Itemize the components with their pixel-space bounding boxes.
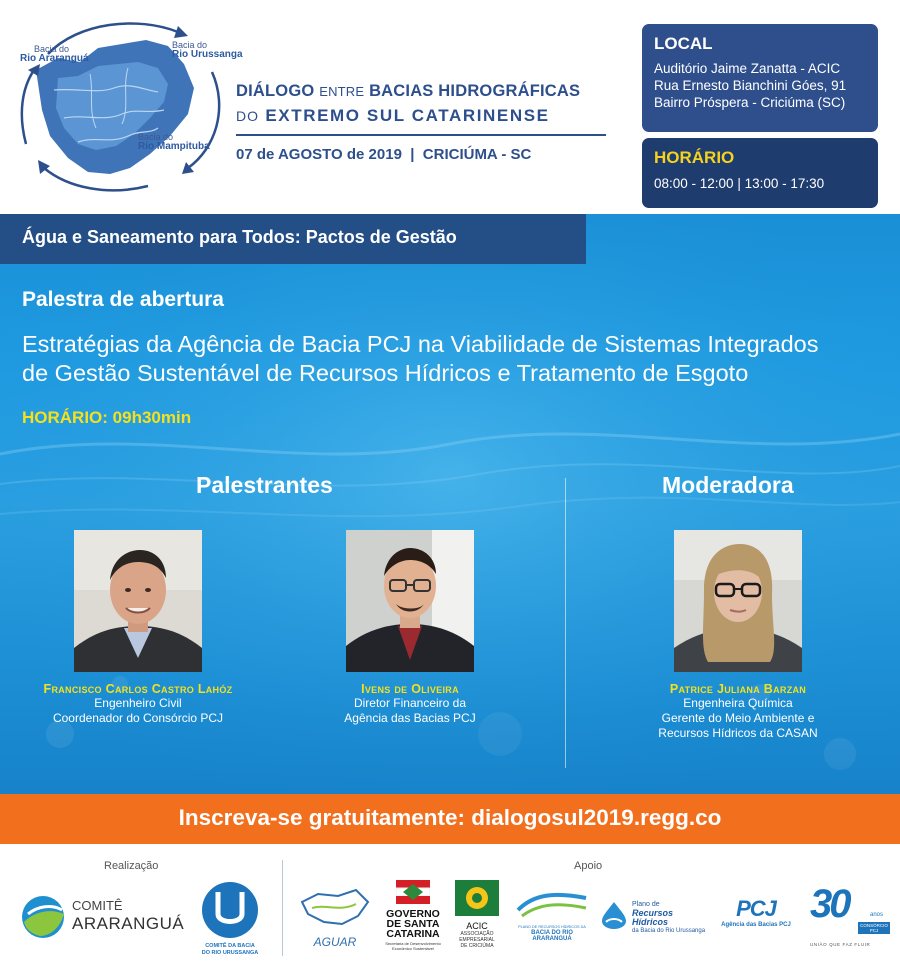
consorcio-brand: CONSÓRCIO	[860, 923, 888, 928]
sponsors-footer	[0, 844, 900, 967]
consorcio-badge	[858, 922, 890, 934]
label-mampituba-prefix: Bacia do	[138, 132, 174, 142]
aguar-map-icon	[298, 884, 372, 930]
talk-description-line-1: Estratégias da Agência de Bacia PCJ na Viabilidade de Sistemas Integrados	[22, 331, 819, 357]
consorcio-pcj-30-logo	[806, 882, 892, 958]
acic-line-4: DE CRICIÚMA	[460, 943, 494, 949]
comite-ararangua-icon	[20, 894, 66, 940]
water-drop-icon	[600, 900, 628, 930]
comite-line-1: COMITÊ	[72, 898, 123, 913]
governo-line-1: GOVERNO	[386, 908, 440, 920]
governo-sc-subtext	[384, 941, 442, 951]
title-line-1	[236, 82, 610, 101]
governo-sc-text	[384, 909, 442, 939]
local-street: Rua Ernesto Bianchini Góes, 91	[654, 78, 847, 93]
pcj-subtitle: Agência das Bacias PCJ	[721, 922, 791, 928]
moderator-photo	[674, 530, 802, 672]
governo-sc-logo	[384, 880, 442, 962]
event-date: 07 de AGOSTO de 2019 | CRICIÚMA - SC	[236, 146, 532, 163]
consorcio-anos: anos	[870, 912, 884, 918]
plano-urussanga-line-2: Recursos Hídricos	[632, 908, 674, 927]
governo-line-4: Secretaria de Desenvolvimento	[385, 941, 441, 946]
governo-line-2: DE SANTA	[386, 918, 440, 930]
plano-ararangua-line-1: PLANO DE RECURSOS HÍDRICOS DA	[518, 925, 586, 929]
comite-urussanga-logo	[194, 878, 266, 954]
title-word-do: DO	[236, 108, 259, 124]
talk-description-line-2: de Gestão Sustentável de Recursos Hídricos e Tratamento de Esgoto	[22, 360, 749, 386]
label-urussanga	[172, 40, 243, 60]
plano-urussanga-line-1: Plano de	[632, 901, 660, 908]
agencia-pcj-logo	[718, 896, 794, 940]
acic-logo	[452, 880, 502, 964]
supporters-label: Apoio	[574, 860, 603, 872]
local-venue: Auditório Jaime Zanatta - ACIC	[654, 61, 841, 76]
speaker-card	[8, 530, 268, 726]
plano-ararangua-line-2: BACIA DO RIO ARARANGUÁ	[531, 930, 573, 942]
speaker-role: Diretor Financeiro da	[353, 696, 467, 710]
pcj-mark: PCJ	[736, 896, 776, 921]
acic-line-3: EMPRESARIAL	[459, 937, 495, 943]
plano-ararangua-wave-icon	[516, 888, 588, 920]
plano-urussanga-logo	[600, 898, 710, 938]
basins-map-logo	[18, 18, 248, 194]
moderator-heading: Moderadora	[662, 472, 794, 498]
opening-talk-label: Palestra de abertura	[22, 288, 224, 311]
speaker-role: Engenheiro Civil	[94, 696, 182, 710]
comite-urussanga-text	[194, 943, 266, 957]
title-word-entre: ENTRE	[319, 84, 365, 99]
comite-urussanga-icon	[194, 878, 266, 938]
label-mampituba	[138, 132, 210, 152]
acic-icon	[455, 880, 499, 916]
comite-line-2: ARARANGUÁ	[72, 914, 185, 933]
plano-ararangua-logo	[514, 888, 590, 944]
horario-value: 08:00 - 12:00 | 13:00 - 17:30	[654, 176, 825, 191]
governo-line-5: Econômico Sustentável	[392, 946, 434, 951]
consorcio-slogan: UNIÃO QUE FAZ FLUIR	[810, 942, 871, 947]
title-word-dialogo: DIÁLOGO	[236, 82, 315, 100]
aguar-text: AGUAR	[313, 935, 357, 949]
signup-banner[interactable]: Inscreva-se gratuitamente: dialogosul2019.regg.co	[0, 794, 900, 844]
speaker-photo	[346, 530, 474, 672]
label-ararangua	[20, 44, 89, 64]
column-divider	[565, 478, 566, 768]
horario-box	[642, 138, 878, 208]
footer-divider	[282, 860, 283, 956]
moderator-card	[608, 530, 868, 741]
governo-line-3: CATARINA	[386, 928, 440, 940]
event-header	[0, 0, 900, 214]
title-word-bacias: BACIAS HIDROGRÁFICAS	[369, 82, 581, 100]
speaker-card	[280, 530, 540, 726]
comite-ararangua-logo	[20, 892, 185, 942]
local-box	[642, 24, 878, 132]
title-divider	[236, 134, 606, 136]
horario-title: HORÁRIO	[654, 148, 735, 167]
speaker-position: Agência das Bacias PCJ	[344, 711, 476, 725]
consorcio-30-number: 30	[810, 882, 849, 926]
aguar-logo	[298, 884, 372, 950]
local-neighborhood: Bairro Próspera - Criciúma (SC)	[654, 95, 846, 110]
event-title	[236, 82, 610, 163]
main-panel	[0, 214, 900, 794]
moderator-name: Patrice Juliana Barzan	[669, 682, 807, 696]
speaker-name: Ivens de Oliveira	[361, 682, 459, 696]
label-ararangua-name: Rio Araranguá	[20, 53, 89, 64]
label-urussanga-prefix: Bacia do	[172, 40, 208, 50]
plano-urussanga-line-3: da Bacia do Rio Urussanga	[632, 928, 706, 934]
theme-banner: Água e Saneamento para Todos: Pactos de Gestão	[0, 214, 586, 264]
label-ararangua-prefix: Bacia do	[34, 44, 70, 54]
organizers-label: Realização	[104, 860, 159, 872]
moderator-position: Gerente do Meio Ambiente e	[661, 711, 815, 725]
speakers-heading: Palestrantes	[196, 472, 333, 498]
local-title: LOCAL	[654, 34, 713, 53]
speaker-photo	[74, 530, 202, 672]
title-word-extremo: EXTREMO SUL CATARINENSE	[265, 106, 550, 125]
talk-time: HORÁRIO: 09h30min	[22, 408, 192, 427]
talk-description	[22, 330, 892, 388]
speaker-position: Coordenador do Consórcio PCJ	[52, 711, 224, 725]
plano-urussanga-text	[632, 900, 710, 936]
acic-subtext	[452, 931, 502, 949]
label-urussanga-name: Rio Urussanga	[172, 49, 243, 60]
speaker-name: Francisco Carlos Castro Lahóz	[43, 682, 233, 696]
consorcio-tag: PCJ	[869, 928, 879, 933]
comite-urussanga-line-1: COMITÊ DA BACIA	[205, 943, 255, 949]
moderator-role: Engenheira Química	[683, 696, 793, 710]
comite-urussanga-line-2: DO RIO URUSSANGA	[201, 950, 259, 956]
acic-line-2: ASSOCIAÇÃO	[460, 931, 494, 937]
acic-line-1: ACIC	[466, 921, 488, 931]
label-mampituba-name: Rio Mampituba	[138, 141, 210, 152]
title-line-2	[236, 106, 610, 126]
moderator-position-continued: Recursos Hídricos da CASAN	[658, 726, 818, 740]
sc-flag-icon	[396, 880, 430, 904]
